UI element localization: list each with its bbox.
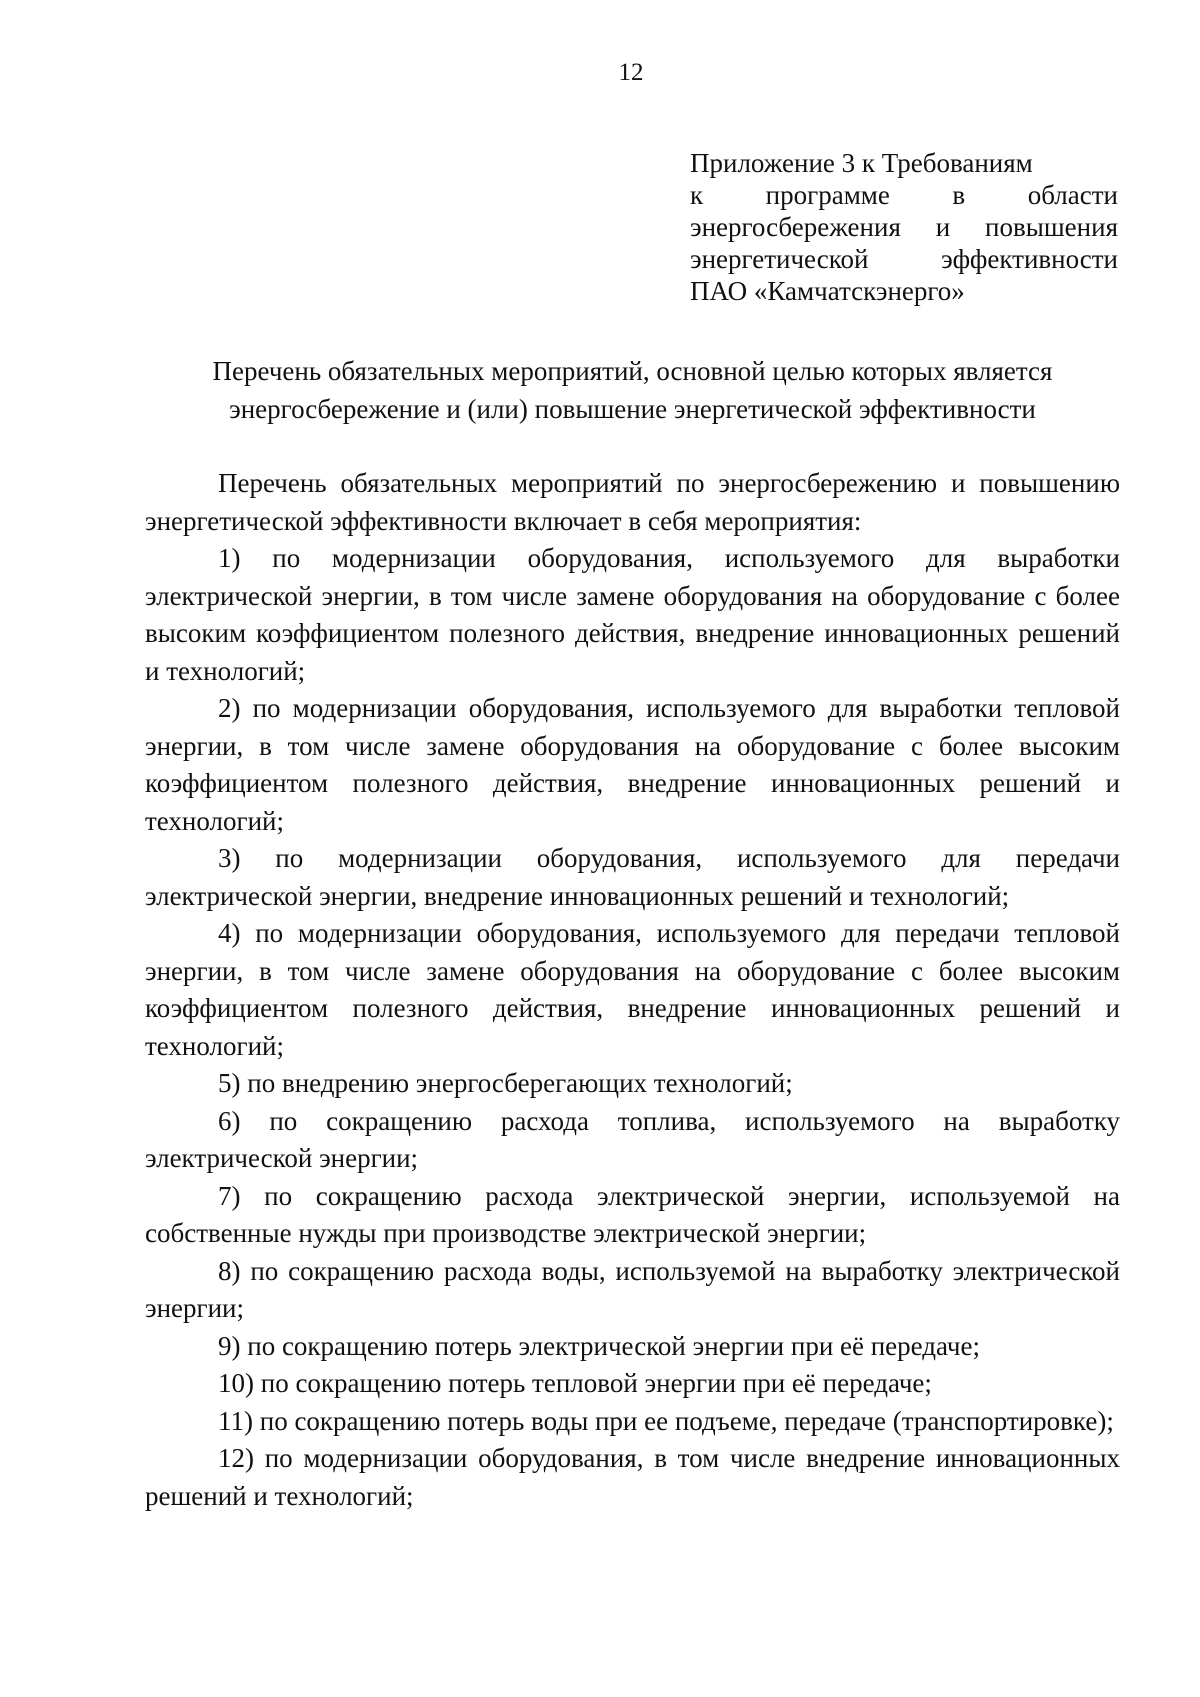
appendix-line: к программе в области: [690, 180, 1118, 210]
list-item: 12) по модернизации оборудования, в том числе внедрение инновационных решений и технологий;: [145, 1443, 1120, 1511]
list-item: 10) по сокращению потерь тепловой энергии при её передаче;: [218, 1368, 932, 1398]
list-item: 11) по сокращению потерь воды при ее подъеме, передаче (транспортировке);: [218, 1405, 1114, 1436]
list-item: 1) по модернизации оборудования, используемого для выработки электрической энергии, в том числе замене оборудования на оборудование с более высоким коэффициентом полезного действия, внедрение инновационных решений и технологий;: [145, 543, 1120, 686]
title-line: Перечень обязательных мероприятий, основной целью которых является: [212, 356, 1053, 386]
appendix-line: энергосбережения и повышения: [690, 212, 1118, 242]
appendix-line: Приложение 3 к Требованиям: [690, 148, 1033, 178]
list-item: 8) по сокращению расхода воды, используемой на выработку электрической энергии;: [145, 1255, 1120, 1323]
list-item: 4) по модернизации оборудования, используемого для передачи тепловой энергии, в том числе замене оборудования на оборудование с более высоким коэффициентом полезного действия, внедрение инновационных решений и технологий;: [145, 918, 1120, 1061]
list-item: 9) по сокращению потерь электрической энергии при её передаче;: [218, 1330, 980, 1361]
list-item: 2) по модернизации оборудования, используемого для выработки тепловой энергии, в том числе замене оборудования на оборудование с более высоким коэффициентом полезного действия, внедрение инновационных решений и технологий;: [145, 693, 1120, 836]
list-item: 7) по сокращению расхода электрической энергии, используемой на собственные нужды при производстве электрической энергии;: [145, 1180, 1120, 1248]
document-body: [145, 465, 1120, 1515]
list-item: 6) по сокращению расхода топлива, используемого на выработку электрической энергии;: [145, 1105, 1120, 1173]
page-number: 12: [618, 59, 644, 86]
list-item: 5) по внедрению энергосберегающих технологий;: [218, 1068, 793, 1098]
document-title: [145, 352, 1120, 428]
appendix-line: ПАО «Камчатскэнерго»: [690, 276, 965, 306]
appendix-line: энергетической эффективности: [690, 244, 1118, 274]
appendix-header: [690, 147, 1118, 307]
list-item: 3) по модернизации оборудования, используемого для передачи электрической энергии, внедрение инновационных решений и технологий;: [145, 843, 1120, 911]
intro-paragraph: Перечень обязательных мероприятий по энергосбережению и повышению энергетической эффективности включает в себя мероприятия:: [145, 468, 1120, 536]
title-line: энергосбережение и (или) повышение энергетической эффективности: [229, 394, 1036, 424]
